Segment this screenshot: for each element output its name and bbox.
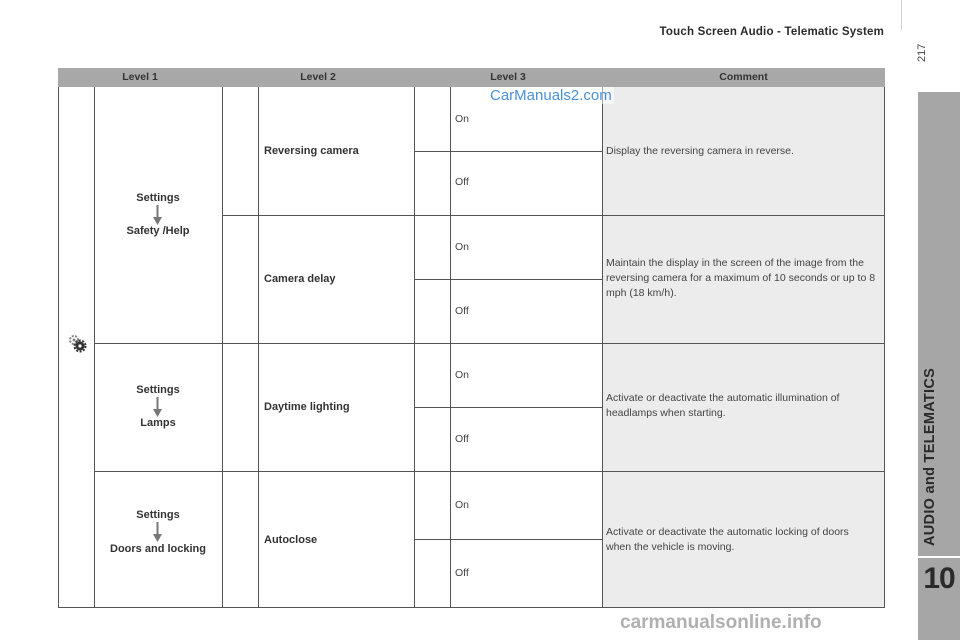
table-border-bottom xyxy=(58,607,885,608)
option-separator xyxy=(414,151,602,152)
column-divider xyxy=(602,87,603,608)
comment-text: Display the reversing camera in reverse. xyxy=(606,145,794,157)
level1-submenu-label: Lamps xyxy=(140,417,176,429)
option-off: Off xyxy=(455,305,469,317)
level2-daytime-lighting: Daytime lighting xyxy=(264,401,350,413)
column-divider xyxy=(222,87,223,608)
option-on: On xyxy=(455,369,470,381)
option-off: Off xyxy=(455,567,469,579)
side-tab-separator xyxy=(918,556,960,558)
down-arrow-icon xyxy=(153,205,162,225)
level1-settings-label: Settings xyxy=(136,384,180,396)
column-header-level2: Level 2 xyxy=(300,71,336,83)
option-off: Off xyxy=(455,176,469,188)
level1-submenu-label: Safety /Help xyxy=(126,225,190,237)
comment-text: Maintain the display in the screen of the image from the reversing camera for a maximum of 10 seconds or up to 8 mph (18 km/h). xyxy=(606,257,876,299)
chapter-number: 10 xyxy=(923,562,955,595)
comment-text: Activate or deactivate the automatic locking of doors when the vehicle is moving. xyxy=(606,526,849,553)
comment-text: Activate or deactivate the automatic illumination of headlamps when starting. xyxy=(606,392,840,419)
column-header-comment: Comment xyxy=(719,71,768,83)
option-separator xyxy=(414,279,602,280)
group-separator xyxy=(94,471,885,472)
column-divider xyxy=(258,87,259,608)
down-arrow-icon xyxy=(153,397,162,417)
level2-reversing-camera: Reversing camera xyxy=(264,145,359,157)
column-header-level3: Level 3 xyxy=(490,71,526,83)
settings-table xyxy=(58,68,885,608)
level2-autoclose: Autoclose xyxy=(264,534,318,546)
group-separator xyxy=(94,343,885,344)
table-border-left xyxy=(58,87,59,608)
column-divider xyxy=(450,87,451,608)
section-label: AUDIO and TELEMATICS xyxy=(922,367,938,546)
table-border-right xyxy=(884,87,885,608)
option-on: On xyxy=(455,499,470,511)
column-header-level1: Level 1 xyxy=(122,71,158,83)
level2-camera-delay: Camera delay xyxy=(264,273,336,285)
watermark-carmanuals2: CarManuals2.com xyxy=(490,87,612,104)
level1-submenu-label: Doors and locking xyxy=(110,543,206,555)
option-on: On xyxy=(455,113,470,125)
watermark-carmanualsonline: carmanualsonline.info xyxy=(620,612,822,633)
header-divider xyxy=(901,0,902,30)
down-arrow-icon xyxy=(153,522,162,542)
option-on: On xyxy=(455,241,470,253)
table-header-row xyxy=(58,68,885,87)
page-number: 217 xyxy=(916,43,928,62)
column-divider xyxy=(94,87,95,608)
level1-settings-label: Settings xyxy=(136,509,180,521)
column-divider xyxy=(414,87,415,608)
option-separator xyxy=(414,539,602,540)
page-header-title: Touch Screen Audio - Telematic System xyxy=(659,26,884,38)
option-separator xyxy=(414,407,602,408)
level1-settings-label: Settings xyxy=(136,192,180,204)
option-off: Off xyxy=(455,433,469,445)
row-separator xyxy=(222,215,885,216)
settings-gear-icon xyxy=(66,332,88,354)
